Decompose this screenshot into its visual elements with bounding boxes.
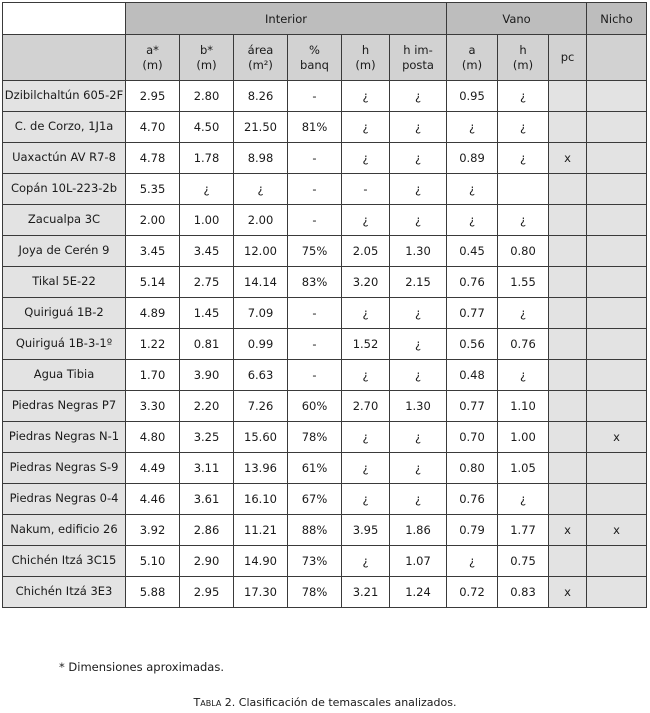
table-cell: x [549, 143, 587, 174]
table-row [3, 546, 647, 577]
table-cell: x [587, 515, 647, 546]
table-cell: 2.15 [390, 267, 447, 298]
table-header [3, 3, 647, 81]
table-cell: ¿ [234, 174, 288, 205]
site-name-cell: Piedras Negras P7 [3, 391, 126, 422]
table-cell: 61% [288, 453, 342, 484]
table-cell: 1.22 [126, 329, 180, 360]
table-cell: 1.05 [498, 453, 549, 484]
table-cell: 2.86 [180, 515, 234, 546]
table-cell: 1.78 [180, 143, 234, 174]
column-header [342, 35, 390, 81]
table-cell: ¿ [390, 360, 447, 391]
site-name-cell: Piedras Negras 0-4 [3, 484, 126, 515]
table-cell: 3.90 [180, 360, 234, 391]
table-cell: ¿ [447, 174, 498, 205]
site-name-cell: Quiriguá 1B-3-1º [3, 329, 126, 360]
site-name-cell: C. de Corzo, 1J1a [3, 112, 126, 143]
table-cell: 2.05 [342, 236, 390, 267]
table-cell: 75% [288, 236, 342, 267]
table-cell: 1.77 [498, 515, 549, 546]
site-name-cell: Copán 10L-223-2b [3, 174, 126, 205]
table-cell: 67% [288, 484, 342, 515]
table-cell: 1.00 [180, 205, 234, 236]
site-name-cell: Piedras Negras N-1 [3, 422, 126, 453]
table-cell: 5.14 [126, 267, 180, 298]
column-header [288, 35, 342, 81]
table-cell [587, 546, 647, 577]
table-cell: ¿ [390, 205, 447, 236]
table-cell [549, 329, 587, 360]
column-header [234, 35, 288, 81]
table-cell: 2.95 [180, 577, 234, 608]
table-cell: 0.76 [498, 329, 549, 360]
table-caption [0, 696, 650, 709]
site-name-cell: Chichén Itzá 3C15 [3, 546, 126, 577]
table-cell: - [342, 174, 390, 205]
table-cell: 0.77 [447, 391, 498, 422]
table-cell: 2.80 [180, 81, 234, 112]
table-row [3, 484, 647, 515]
group-nicho: Nicho [587, 3, 647, 35]
table-cell: - [288, 81, 342, 112]
table-cell: ¿ [498, 205, 549, 236]
column-header-unit: banq [300, 57, 329, 72]
table-cell: ¿ [342, 205, 390, 236]
table-cell: 1.30 [390, 236, 447, 267]
header-corner [3, 3, 126, 35]
table-cell: 1.52 [342, 329, 390, 360]
table-row [3, 174, 647, 205]
group-vano: Vano [447, 3, 587, 35]
table-cell: 5.10 [126, 546, 180, 577]
table-cell: 16.10 [234, 484, 288, 515]
column-header [549, 35, 587, 81]
table-row [3, 360, 647, 391]
table-cell: 3.45 [126, 236, 180, 267]
table-cell [587, 112, 647, 143]
table-cell: 4.78 [126, 143, 180, 174]
table-cell: 14.90 [234, 546, 288, 577]
table-cell: 7.09 [234, 298, 288, 329]
table-cell [587, 174, 647, 205]
table-cell: 3.21 [342, 577, 390, 608]
table-cell: 1.86 [390, 515, 447, 546]
table-cell: 1.70 [126, 360, 180, 391]
group-interior: Interior [126, 3, 447, 35]
table-row [3, 422, 647, 453]
table-cell [587, 484, 647, 515]
table-cell [549, 298, 587, 329]
column-header-label: b* [199, 43, 214, 58]
table-cell [549, 391, 587, 422]
table-cell: 0.89 [447, 143, 498, 174]
table-cell: 60% [288, 391, 342, 422]
column-header [498, 35, 549, 81]
caption-label: Tabla 2. [193, 696, 236, 709]
table-cell: 3.20 [342, 267, 390, 298]
table-row [3, 267, 647, 298]
table-cell: 17.30 [234, 577, 288, 608]
table-cell [587, 298, 647, 329]
table-cell: 0.99 [234, 329, 288, 360]
table-cell: 21.50 [234, 112, 288, 143]
table-cell [587, 577, 647, 608]
table-cell: 78% [288, 577, 342, 608]
table-row [3, 112, 647, 143]
table-cell: 1.45 [180, 298, 234, 329]
site-name-cell: Joya de Cerén 9 [3, 236, 126, 267]
table-cell: 3.61 [180, 484, 234, 515]
table-cell: 0.76 [447, 267, 498, 298]
table-cell: 13.96 [234, 453, 288, 484]
column-header-unit: (m) [512, 57, 534, 72]
table-cell: 3.11 [180, 453, 234, 484]
table-cell: 0.72 [447, 577, 498, 608]
table-cell: 2.00 [234, 205, 288, 236]
table-cell [549, 422, 587, 453]
table-cell: 0.56 [447, 329, 498, 360]
column-header [447, 35, 498, 81]
column-header-unit: (m) [355, 57, 376, 72]
table-cell: ¿ [342, 112, 390, 143]
table-cell: ¿ [447, 546, 498, 577]
table-cell: ¿ [390, 422, 447, 453]
caption-text: Clasificación de temascales analizados. [235, 696, 457, 709]
table-cell: - [288, 143, 342, 174]
table-cell [549, 267, 587, 298]
temascales-table [2, 2, 647, 608]
table-cell: 1.55 [498, 267, 549, 298]
table-cell: ¿ [180, 174, 234, 205]
table-cell: 4.89 [126, 298, 180, 329]
table-cell [587, 81, 647, 112]
table-cell: 1.30 [390, 391, 447, 422]
table-cell: 8.98 [234, 143, 288, 174]
site-name-cell: Chichén Itzá 3E3 [3, 577, 126, 608]
table-cell: 0.75 [498, 546, 549, 577]
table-cell: 1.07 [390, 546, 447, 577]
table-cell: 88% [288, 515, 342, 546]
table-cell [549, 360, 587, 391]
table-cell [587, 267, 647, 298]
table-cell [498, 174, 549, 205]
column-header-label: a [468, 43, 476, 58]
table-cell: ¿ [498, 143, 549, 174]
table-cell: - [288, 174, 342, 205]
table-cell: x [549, 577, 587, 608]
table-cell: 3.25 [180, 422, 234, 453]
table-cell: ¿ [390, 329, 447, 360]
table-cell: 2.90 [180, 546, 234, 577]
header-column-row [3, 35, 647, 81]
table-row [3, 236, 647, 267]
table-cell: 14.14 [234, 267, 288, 298]
column-header-unit: (m) [142, 57, 163, 72]
table-cell: 1.00 [498, 422, 549, 453]
table-cell: 3.30 [126, 391, 180, 422]
table-cell: 4.70 [126, 112, 180, 143]
table-cell: 6.63 [234, 360, 288, 391]
table-row [3, 515, 647, 546]
table-cell: 0.76 [447, 484, 498, 515]
column-header [390, 35, 447, 81]
site-name-cell: Dzibilchaltún 605-2F [3, 81, 126, 112]
column-header-label: área [247, 43, 274, 58]
table-cell: ¿ [390, 484, 447, 515]
table-cell [549, 453, 587, 484]
table-cell: ¿ [342, 546, 390, 577]
table-body [3, 81, 647, 608]
table-cell: 3.92 [126, 515, 180, 546]
table-cell: 3.45 [180, 236, 234, 267]
footnote: * Dimensiones aproximadas. [59, 660, 225, 674]
table-row [3, 81, 647, 112]
table-cell [549, 174, 587, 205]
site-name-cell: Uaxactún AV R7-8 [3, 143, 126, 174]
table-cell: - [288, 298, 342, 329]
table-cell: 81% [288, 112, 342, 143]
table-cell: ¿ [390, 298, 447, 329]
column-header-unit: (m²) [248, 57, 273, 72]
column-header [126, 35, 180, 81]
table-cell: 0.79 [447, 515, 498, 546]
table-cell: 2.70 [342, 391, 390, 422]
table-row [3, 329, 647, 360]
column-header-label: h [519, 43, 527, 58]
table-cell: 2.00 [126, 205, 180, 236]
table-cell [587, 236, 647, 267]
table-cell: 0.45 [447, 236, 498, 267]
table-cell [549, 112, 587, 143]
table-cell [549, 546, 587, 577]
table-cell: 4.46 [126, 484, 180, 515]
table-cell: 4.49 [126, 453, 180, 484]
site-name-cell: Zacualpa 3C [3, 205, 126, 236]
table-row [3, 143, 647, 174]
table-cell: ¿ [498, 484, 549, 515]
table-cell: 8.26 [234, 81, 288, 112]
table-cell [587, 205, 647, 236]
table-cell [587, 453, 647, 484]
site-name-cell: Piedras Negras S-9 [3, 453, 126, 484]
table-cell: ¿ [498, 112, 549, 143]
table-cell: ¿ [342, 484, 390, 515]
table-cell: 0.70 [447, 422, 498, 453]
table-cell [549, 236, 587, 267]
site-column-header [3, 35, 126, 81]
table-cell: ¿ [342, 453, 390, 484]
table-cell: ¿ [342, 143, 390, 174]
table-cell: 0.81 [180, 329, 234, 360]
table-cell: 0.83 [498, 577, 549, 608]
table-cell: 4.50 [180, 112, 234, 143]
table-row [3, 391, 647, 422]
table-cell: 83% [288, 267, 342, 298]
column-header-label: h [361, 43, 370, 58]
table-cell: x [549, 515, 587, 546]
table-cell: ¿ [498, 360, 549, 391]
table-cell: ¿ [390, 112, 447, 143]
table-cell: ¿ [498, 81, 549, 112]
table-cell [587, 329, 647, 360]
table-cell: 15.60 [234, 422, 288, 453]
table-cell: 5.88 [126, 577, 180, 608]
table-cell: ¿ [342, 81, 390, 112]
table-cell: - [288, 360, 342, 391]
table-cell: 1.10 [498, 391, 549, 422]
table-row [3, 205, 647, 236]
table-row [3, 453, 647, 484]
site-name-cell: Tikal 5E-22 [3, 267, 126, 298]
table-cell: ¿ [390, 453, 447, 484]
table-cell: ¿ [342, 360, 390, 391]
site-name-cell: Quiriguá 1B-2 [3, 298, 126, 329]
column-header-label: a* [146, 43, 159, 58]
table-cell: 73% [288, 546, 342, 577]
table-row [3, 577, 647, 608]
table-cell: 78% [288, 422, 342, 453]
site-name-cell: Agua Tibia [3, 360, 126, 391]
site-name-cell: Nakum, edificio 26 [3, 515, 126, 546]
table-cell: 12.00 [234, 236, 288, 267]
table-cell: 5.35 [126, 174, 180, 205]
table-cell: ¿ [390, 174, 447, 205]
table-row [3, 298, 647, 329]
column-header-label: h im- [403, 43, 433, 58]
column-header [180, 35, 234, 81]
table-cell: ¿ [447, 112, 498, 143]
table-cell: 2.75 [180, 267, 234, 298]
table-cell: - [288, 205, 342, 236]
table-cell: ¿ [390, 143, 447, 174]
table-cell: 3.95 [342, 515, 390, 546]
header-group-row [3, 3, 647, 35]
column-header-label: % [309, 43, 320, 58]
table-cell: - [288, 329, 342, 360]
table-cell [587, 360, 647, 391]
table-cell [549, 81, 587, 112]
table-cell: 11.21 [234, 515, 288, 546]
table-cell: 1.24 [390, 577, 447, 608]
column-header [587, 35, 647, 81]
table-cell [549, 205, 587, 236]
table-cell [549, 484, 587, 515]
table-cell: 0.80 [498, 236, 549, 267]
column-header-unit: (m) [196, 57, 217, 72]
table-cell: ¿ [342, 298, 390, 329]
table-cell: ¿ [447, 205, 498, 236]
table-cell [587, 391, 647, 422]
column-header-unit: posta [402, 57, 434, 72]
table-cell: 7.26 [234, 391, 288, 422]
table-cell: 2.95 [126, 81, 180, 112]
table-cell: 2.20 [180, 391, 234, 422]
table-cell: 4.80 [126, 422, 180, 453]
table-cell: ¿ [498, 298, 549, 329]
table-cell: 0.80 [447, 453, 498, 484]
table-cell: x [587, 422, 647, 453]
column-header-unit: (m) [461, 57, 483, 72]
table-cell: 0.95 [447, 81, 498, 112]
table-cell: ¿ [342, 422, 390, 453]
table-cell: 0.77 [447, 298, 498, 329]
table-cell: 0.48 [447, 360, 498, 391]
table-cell [587, 143, 647, 174]
table-cell: ¿ [390, 81, 447, 112]
column-header-label: pc [560, 50, 575, 65]
